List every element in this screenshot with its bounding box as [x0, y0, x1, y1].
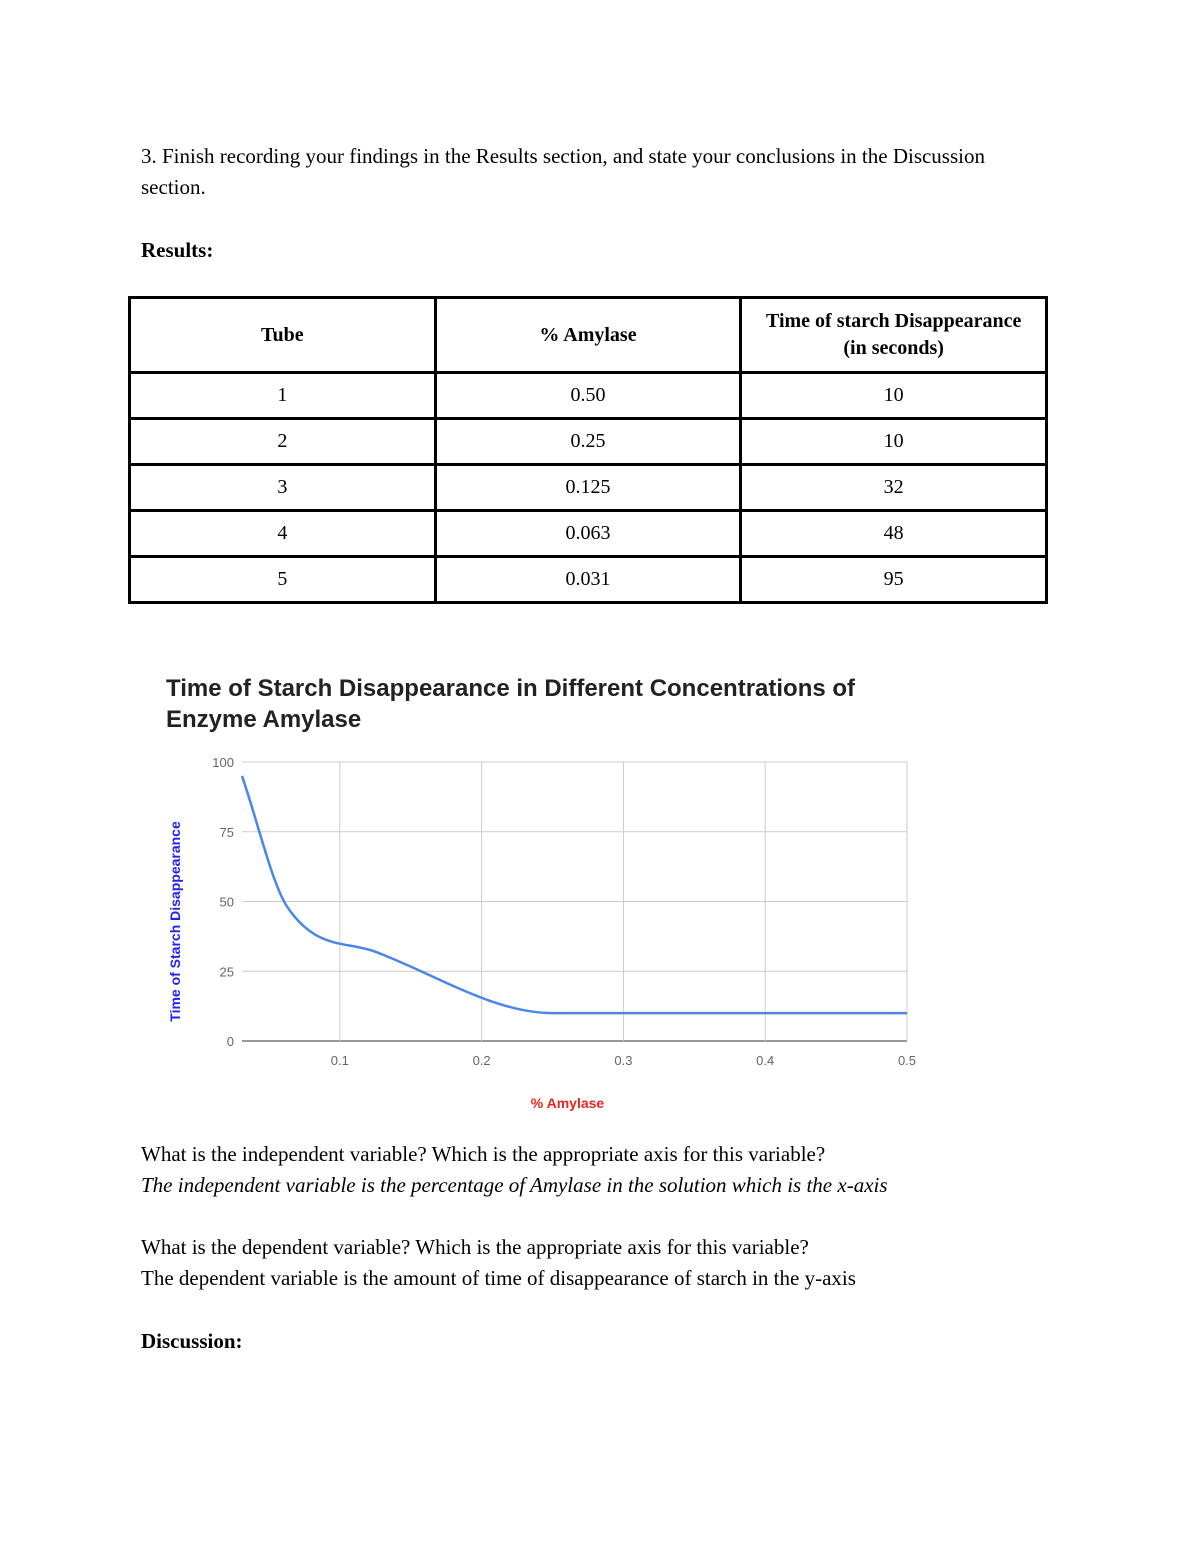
cell-amylase: 0.031	[435, 557, 741, 603]
answer-2: The dependent variable is the amount of time of disappearance of starch in the y-axis	[141, 1266, 856, 1290]
table-row	[130, 465, 1047, 511]
question-1: What is the independent variable? Which is the appropriate axis for this variable?	[141, 1142, 826, 1166]
header-time: Time of starch Disappearance (in seconds)	[741, 298, 1047, 373]
table-row	[130, 373, 1047, 419]
y-tick-label: 50	[219, 894, 234, 910]
cell-time: 10	[741, 373, 1047, 419]
table-header-row	[130, 298, 1047, 373]
question-block-2	[141, 1232, 1101, 1294]
cell-time: 48	[741, 511, 1047, 557]
x-tick-label: 0.5	[897, 1053, 917, 1068]
cell-tube: 5	[130, 557, 436, 603]
cell-time: 32	[741, 465, 1047, 511]
question-block-1	[141, 1139, 1101, 1201]
data-series-line	[242, 776, 907, 1013]
question-2: What is the dependent variable? Which is the appropriate axis for this variable?	[141, 1235, 809, 1259]
cell-amylase: 0.063	[435, 511, 741, 557]
x-axis-title: % Amylase	[530, 1095, 605, 1111]
cell-amylase: 0.25	[435, 419, 741, 465]
table-row	[130, 557, 1047, 603]
cell-amylase: 0.125	[435, 465, 741, 511]
y-tick-label: 25	[219, 964, 234, 980]
x-tick-label: 0.2	[472, 1053, 491, 1068]
instruction-text: 3. Finish recording your findings in the Results section, and state your conclusions in the Discussion section.	[141, 144, 985, 199]
x-tick-label: 0.4	[756, 1053, 775, 1068]
cell-tube: 1	[130, 373, 436, 419]
results-table	[128, 296, 1048, 604]
y-tick-label: 0	[226, 1034, 234, 1049]
chart-title: Time of Starch Disappearance in Different Concentrations of Enzyme Amylase	[166, 675, 856, 733]
answer-1: The independent variable is the percentage of Amylase in the solution which is the x-axis	[141, 1173, 888, 1197]
cell-time: 10	[741, 419, 1047, 465]
cell-tube: 3	[130, 465, 436, 511]
line-chart	[140, 740, 940, 1130]
table-row	[130, 511, 1047, 557]
x-tick-label: 0.1	[330, 1053, 349, 1068]
y-axis-title: Time of Starch Disappearance	[167, 821, 183, 1022]
results-heading: Results:	[141, 238, 214, 262]
x-tick-label: 0.3	[614, 1053, 633, 1068]
cell-time: 95	[741, 557, 1047, 603]
header-amylase: % Amylase	[435, 298, 741, 373]
table-row	[130, 419, 1047, 465]
cell-amylase: 0.50	[435, 373, 741, 419]
discussion-heading: Discussion:	[141, 1329, 243, 1353]
cell-tube: 2	[130, 419, 436, 465]
cell-tube: 4	[130, 511, 436, 557]
y-tick-label: 100	[212, 755, 234, 770]
y-tick-label: 75	[219, 824, 234, 840]
header-tube: Tube	[130, 298, 436, 373]
